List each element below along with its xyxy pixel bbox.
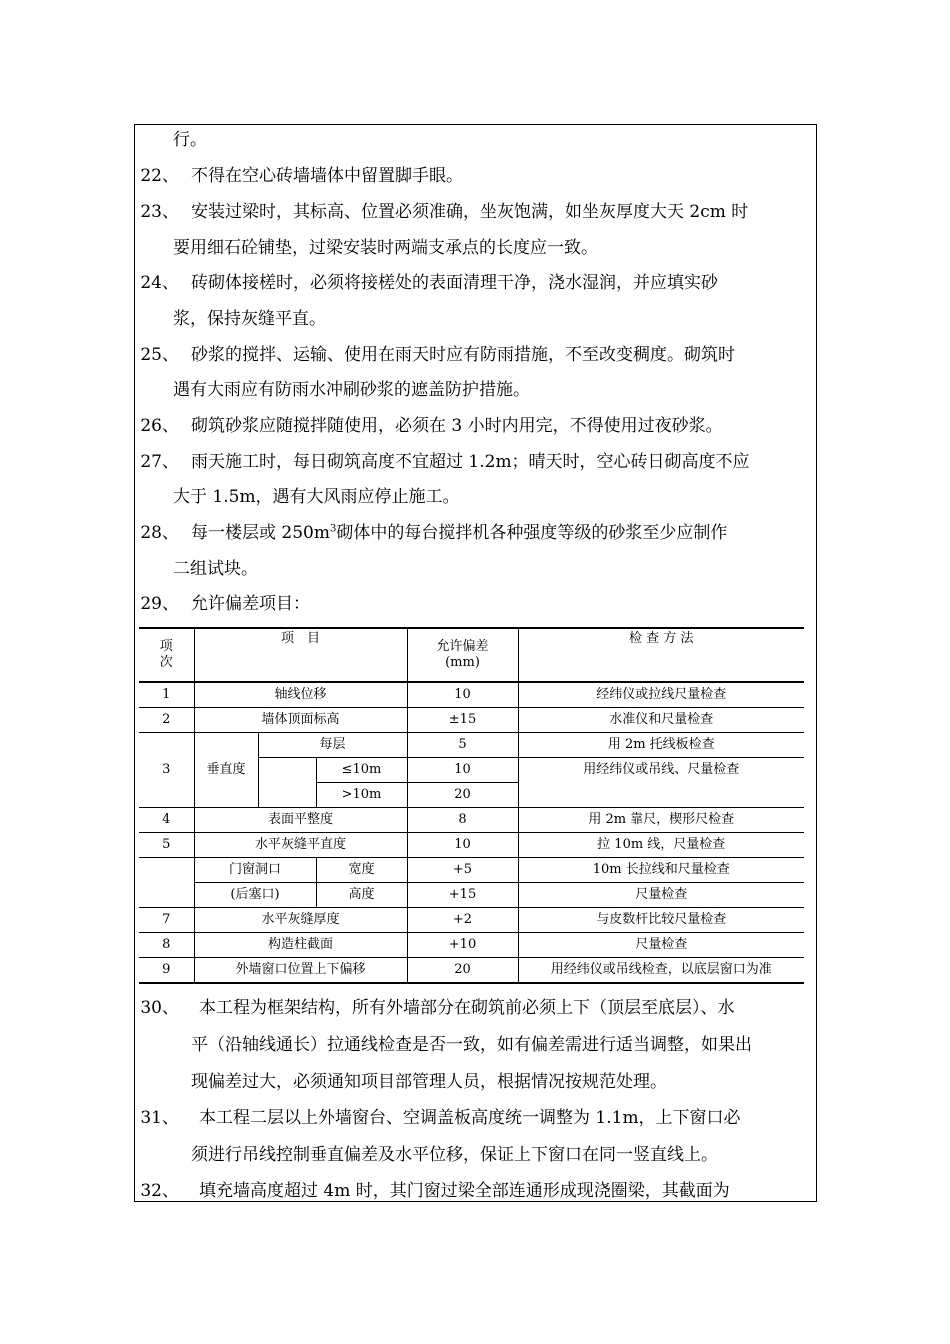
table-row: 3 垂直度 每层 5 用 2m 托线板检查 (139, 733, 804, 758)
item-31: 31、 本工程二层以上外墙窗台、空调盖板高度统一调整为 1.1m，上下窗口必 (140, 1108, 741, 1128)
item-30: 30、 本工程为框架结构，所有外墙部分在砌筑前必须上下（顶层至底层）、水 (140, 998, 735, 1018)
header-item: 项 目 (194, 628, 407, 682)
item-25-cont: 遇有大雨应有防雨水冲刷砂浆的遮盖防护措施。 (173, 380, 530, 400)
header-no: 项 次 (139, 628, 194, 682)
table-row: 8 构造柱截面 +10 尺量检查 (139, 933, 804, 958)
item-22: 22、 不得在空心砖墙墙体中留置脚手眼。 (140, 166, 463, 186)
table-row: 2 墙体顶面标高 ±15 水准仪和尺量检查 (139, 708, 804, 733)
item-30-cont-1: 平（沿轴线通长）拉通线检查是否一致，如有偏差需进行适当调整，如果出 (191, 1035, 752, 1055)
item-23: 23、 安装过梁时，其标高、位置必须准确，坐灰饱满，如坐灰厚度大天 2cm 时 (140, 202, 749, 222)
item-29: 29、 允许偏差项目： (140, 594, 310, 614)
item-32: 32、 填充墙高度超过 4m 时，其门窗过梁全部连通形成现浇圈梁，其截面为 (140, 1181, 730, 1201)
item-30-cont-2: 现偏差过大，必须通知项目部管理人员，根据情况按规范处理。 (191, 1072, 667, 1092)
allowable-deviation-table (139, 627, 804, 984)
header-tolerance: 允许偏差 (mm) (407, 628, 518, 682)
table-row: 门窗洞口 宽度 +5 10m 长拉线和尺量检查 (139, 858, 804, 883)
table-row: 1 轴线位移 10 经纬仪或拉线尺量检查 (139, 682, 804, 708)
table-row: ≤10m 10 用经纬仪或吊线、尺量检查 (139, 758, 804, 783)
item-27-cont: 大于 1.5m，遇有大风雨应停止施工。 (173, 487, 460, 507)
item-25: 25、 砂浆的搅拌、运输、使用在雨天时应有防雨措施，不至改变稠度。砌筑时 (140, 345, 735, 365)
item-23-cont: 要用细石砼铺垫，过梁安装时两端支承点的长度应一致。 (173, 238, 598, 258)
table-row: 9 外墙窗口位置上下偏移 20 用经纬仪或吊线检查，以底层窗口为准 (139, 958, 804, 984)
item-24: 24、 砖砌体接槎时，必须将接槎处的表面清理干净，浇水湿润，并应填实砂 (140, 273, 718, 293)
superscript: 3 (329, 523, 337, 535)
table-row: 5 水平灰缝平直度 10 拉 10m 线，尺量检查 (139, 833, 804, 858)
table-row: (后塞口) 高度 +15 尺量检查 (139, 883, 804, 908)
table-row: 7 水平灰缝厚度 +2 与皮数杆比较尺量检查 (139, 908, 804, 933)
item-28: 28、 每一楼层或 $250m^3$砌体中的每台搅拌机各种强度等级的砂浆至少应制作 (140, 523, 728, 543)
table-row: 4 表面平整度 8 用 2m 靠尺，楔形尺检查 (139, 808, 804, 833)
item-28-cont: 二组试块。 (173, 559, 258, 579)
header-method: 检 查 方 法 (518, 628, 804, 682)
item-24-cont: 浆，保持灰缝平直。 (173, 309, 326, 329)
paragraph-continuation: 行。 (173, 130, 207, 150)
document-frame (134, 124, 817, 1202)
item-26: 26、 砌筑砂浆应随搅拌随使用，必须在 3 小时内用完，不得使用过夜砂浆。 (140, 416, 723, 436)
item-31-cont: 须进行吊线控制垂直偏差及水平位移，保证上下窗口在同一竖直线上。 (191, 1145, 718, 1165)
item-27: 27、 雨天施工时，每日砌筑高度不宜超过 1.2m；晴天时，空心砖日砌高度不应 (140, 452, 750, 472)
table-row: >10m 20 (139, 783, 804, 808)
table-header-row (139, 628, 804, 682)
